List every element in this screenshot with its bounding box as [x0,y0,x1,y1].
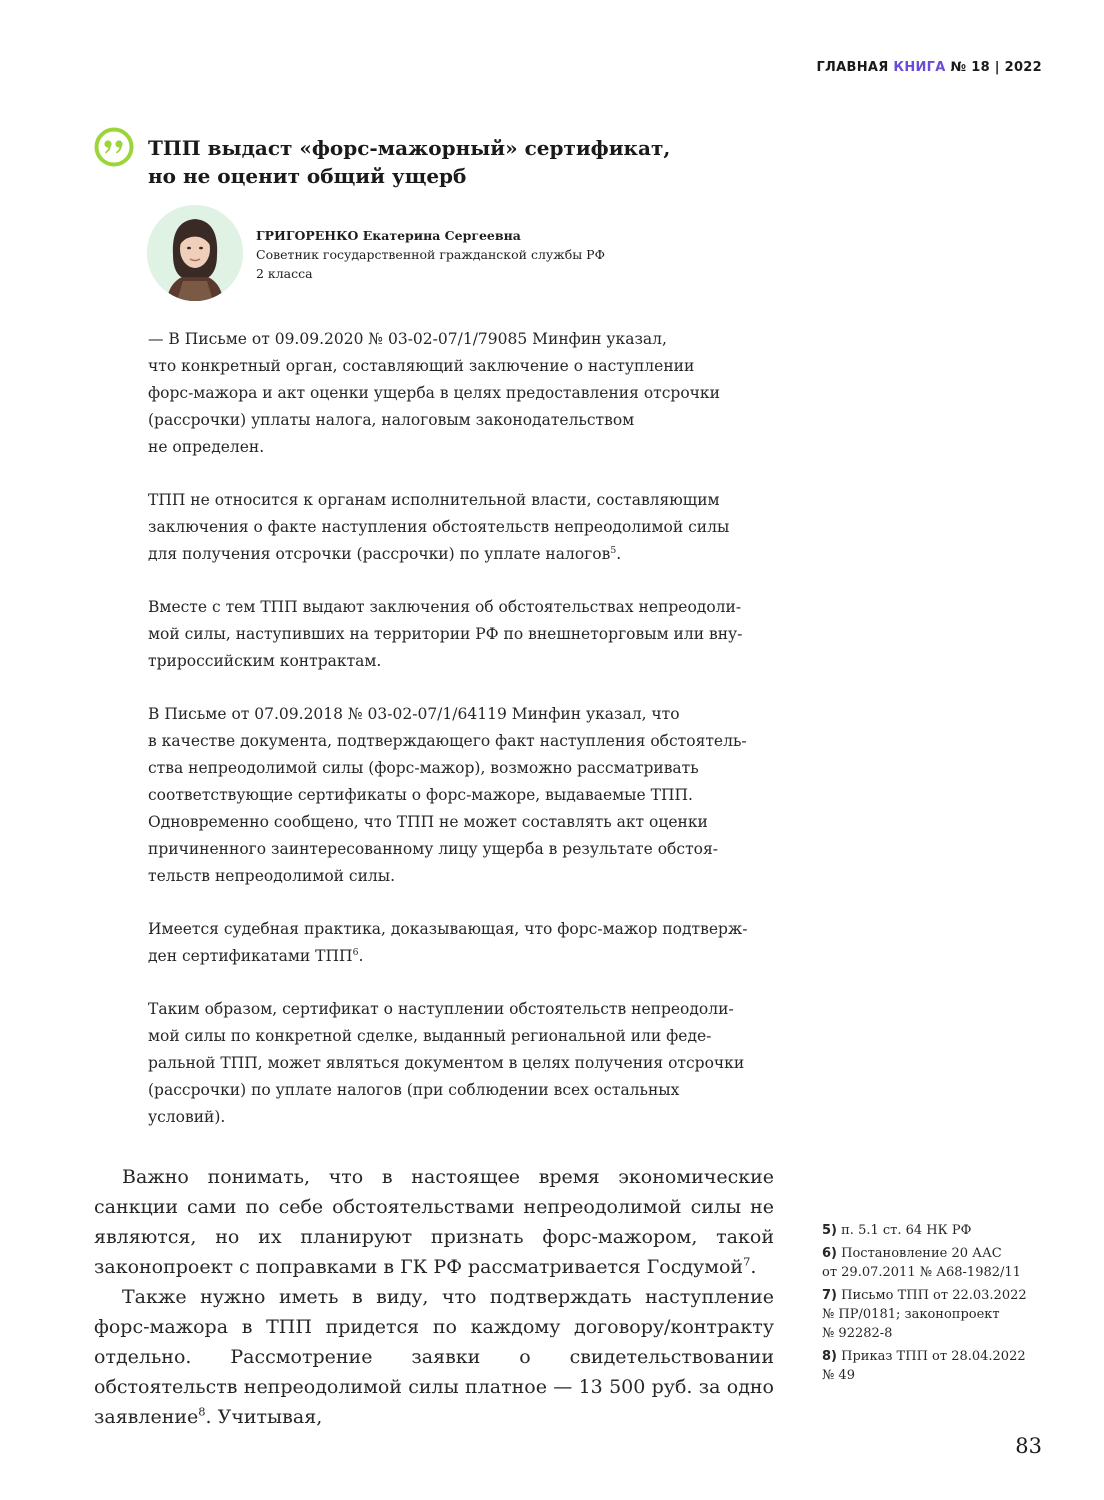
footnote-ref[interactable]: 7 [743,1254,751,1269]
quote-line: что конкретный орган, составляющий заключение о наступлении [148,357,695,375]
footnote [822,1244,1042,1282]
punctuation: . [358,947,364,965]
quote-icon [94,127,134,167]
quote-line: (рассрочки) уплаты налога, налоговым законодательством [148,411,635,429]
quote-line: Таким образом, сертификат о наступлении обстоятельств непреодоли- [148,1000,734,1018]
author-name: ГРИГОРЕНКО Екатерина Сергеевна [256,228,521,243]
footnotes [822,1221,1042,1389]
footnote-number: 5) [822,1223,837,1238]
quote-line: Одновременно сообщено, что ТПП не может составлять акт оценки [148,813,708,831]
quote-line: мой силы, наступивших на территории РФ по внешнеторговым или вну- [148,625,743,643]
brand-name: ГЛАВНАЯ [816,60,889,75]
footnote-text: № 49 [822,1368,855,1383]
punctuation: . [616,545,622,563]
quote-line: ства непреодолимой силы (форс-мажор), возможно рассматривать [148,759,699,777]
quote-paragraph [148,326,773,461]
quote-line: В Письме от 07.09.2018 № 03-02-07/1/64119 Минфин указал, что [148,705,680,723]
quote-paragraph [148,594,773,675]
footnote-number: 7) [822,1288,837,1303]
quote-line: трироссийским контрактам. [148,652,382,670]
author-position: Советник государственной гражданской службы РФ [256,247,605,262]
quote-line: мой силы по конкретной сделке, выданный региональной или феде- [148,1027,712,1045]
body-paragraph [94,1162,774,1282]
quote-line: ден сертификатами ТПП [148,947,353,965]
page-number: 83 [1015,1434,1042,1458]
footnote-number: 8) [822,1349,837,1364]
quote-line: в качестве документа, подтверждающего факт наступления обстоятель- [148,732,747,750]
title-line: ТПП выдаст «форс-мажорный» сертификат, [148,136,671,160]
body-paragraph [94,1282,774,1432]
quote-line: форс-мажора и акт оценки ущерба в целях предоставления отсрочки [148,384,720,402]
footnote-ref[interactable]: 8 [198,1404,206,1419]
footnote-ref[interactable]: 6 [352,946,359,958]
quote-line: тельств непреодолимой силы. [148,867,396,885]
quote-line: ТПП не относится к органам исполнительной власти, составляющим [148,491,720,509]
quote-paragraph [148,701,773,890]
quote-line: для получения отсрочки (рассрочки) по уплате налогов [148,545,611,563]
footnote-text: № ПР/0181; законопроект [822,1307,1000,1322]
footnote-number: 6) [822,1246,837,1261]
brand-name-accent: КНИГА [893,60,946,75]
footnote-text: от 29.07.2011 № А68-1982/11 [822,1265,1021,1280]
quote-line: Вместе с тем ТПП выдают заключения об обстоятельствах непреодоли- [148,598,742,616]
quote-line: не определен. [148,438,265,456]
footnote-text: № 92282-8 [822,1326,893,1341]
author-photo [147,205,243,301]
footnote-ref[interactable]: 5 [610,544,617,556]
quote-paragraph [148,996,773,1131]
running-header [816,60,1042,75]
author-portrait [147,205,243,301]
author-position: 2 класса [256,266,313,281]
footnote [822,1347,1042,1385]
body-text: Также нужно иметь в виду, что подтверждать наступление форс-мажора в ТПП придется по каждому договору/контракту отдельно. Рассмотрение заявки о свидетельствовании обстоятельств непреодолимой силы платное — 13 500 руб. за одно заявление [94,1286,774,1428]
quote-line: заключения о факте наступления обстоятельств непреодолимой силы [148,518,730,536]
punctuation: . [750,1256,757,1278]
quote-line: причиненного заинтересованному лицу ущерба в результате обстоя- [148,840,718,858]
footnote-text: Приказ ТПП от 28.04.2022 [841,1349,1026,1364]
quote-line: ральной ТПП, может являться документом в целях получения отсрочки [148,1054,745,1072]
footnote [822,1286,1042,1343]
author-info [256,226,636,283]
footnote [822,1221,1042,1240]
quote-line: условий). [148,1108,226,1126]
quote-line: — В Письме от 09.09.2020 № 03-02-07/1/79085 Минфин указал, [148,330,667,348]
body-text-tail: . Учитывая, [205,1406,323,1428]
article-title [148,134,708,190]
quote-line: соответствующие сертификаты о форс-мажоре, выдаваемые ТПП. [148,786,693,804]
footnote-text: п. 5.1 ст. 64 НК РФ [841,1223,972,1238]
quote-line: (рассрочки) по уплате налогов (при соблюдении всех остальных [148,1081,680,1099]
quote-paragraph [148,487,773,568]
issue-number: № 18 | 2022 [950,60,1042,75]
quote-line: Имеется судебная практика, доказывающая, что форс-мажор подтверж- [148,920,748,938]
expert-quote [148,326,773,1157]
body-text: Важно понимать, что в настоящее время экономические санкции сами по себе обстоятельствами непреодолимой силы не являются, но их планируют признать форс-мажором, такой законопроект с поправками в ГК РФ рассматривается Госдумой [94,1166,774,1278]
quote-paragraph [148,916,773,970]
footnote-text: Постановление 20 ААС [841,1246,1002,1261]
footnote-text: Письмо ТПП от 22.03.2022 [841,1288,1027,1303]
title-line: но не оценит общий ущерб [148,164,467,188]
article-body [94,1162,774,1432]
